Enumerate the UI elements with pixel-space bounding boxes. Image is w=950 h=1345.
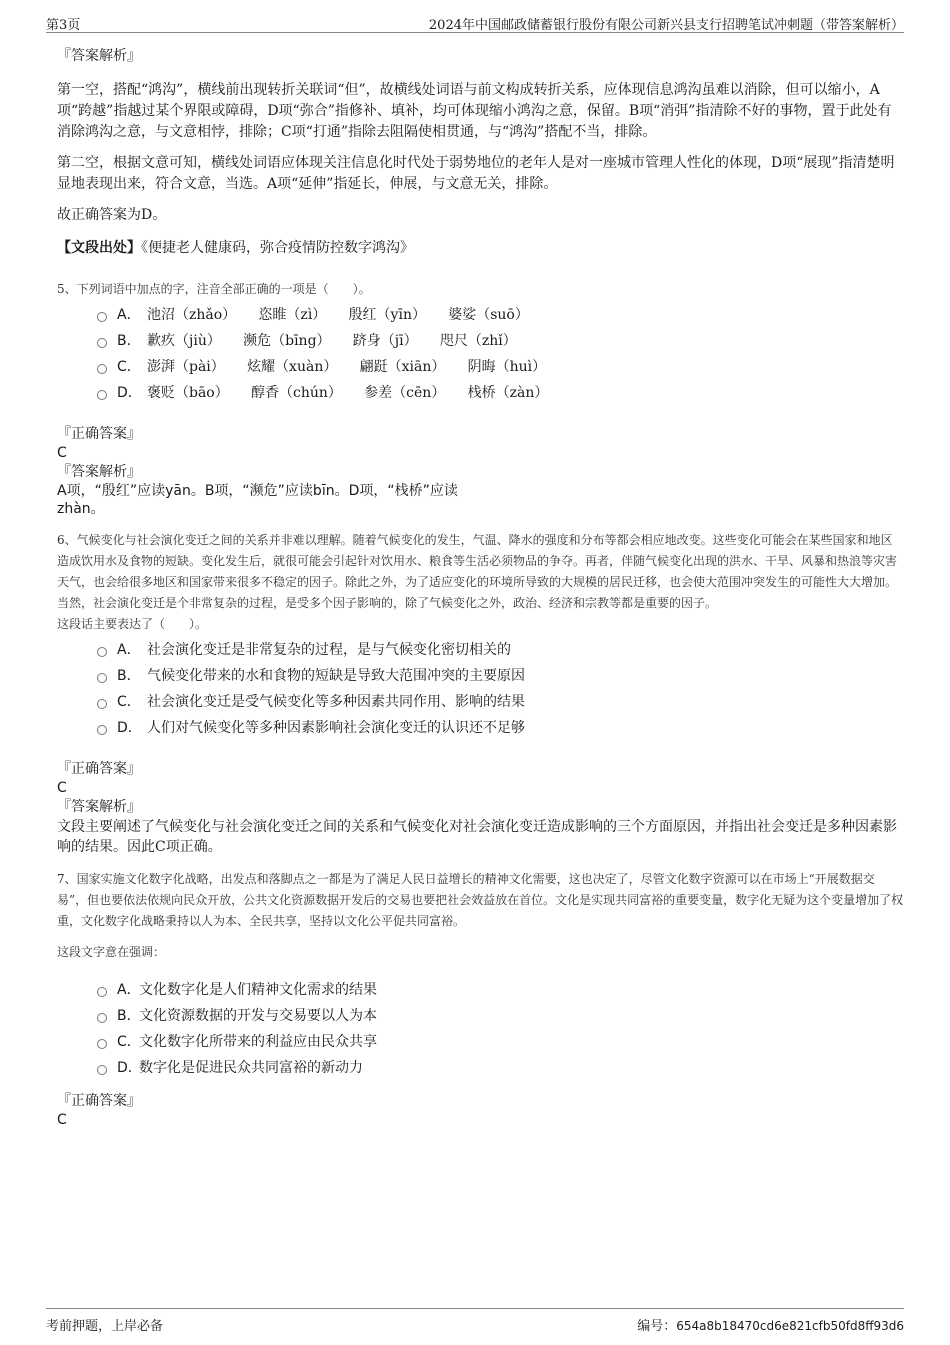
q6-correct-label: 『正确答案』 — [57, 761, 141, 777]
q6-analysis-label: 『答案解析』 — [57, 799, 141, 815]
document-code — [637, 1315, 904, 1334]
radio-icon[interactable] — [97, 364, 107, 374]
q7-option-b[interactable]: B．文化资源数据的开发与交易要以人为本 — [97, 1003, 904, 1029]
q5-options — [57, 302, 904, 406]
q6-option-c[interactable]: C． 社会演化变迁是受气候变化等多种因素共同作用、影响的结果 — [97, 689, 904, 715]
footer-slogan: 考前押题，上岸必备 — [46, 1319, 164, 1334]
q6-option-b[interactable]: B． 气候变化带来的水和食物的短缺是导致大范围冲突的主要原因 — [97, 663, 904, 689]
q7-options — [57, 977, 904, 1081]
radio-icon[interactable] — [97, 647, 107, 657]
q7-prompt: 这段文字意在强调： — [57, 945, 166, 959]
radio-icon[interactable] — [97, 1013, 107, 1023]
q5-analysis-line1: A项，“殷红”应读yān。B项，“濒危”应读bīn。D项，“栈桥”应读 — [57, 483, 458, 499]
q4-analysis-para1: 第一空，搭配“鸿沟”，横线前出现转折关联词“但”，故横线处词语与前文构成转折关系，应体现信息鸿沟虽难以消除，但可以缩小，A项“跨越”指越过某个界限或障碍，D项“弥合”指修补、填补，均可体现缩小鸿沟之意，保留。B项“消弭”指清除不好的事物，置于此处有消除鸿沟之意，与文意相悖，排除；C项“打通”指除去阻隔使相贯通，与“鸿沟”搭配不当，排除。 — [57, 82, 892, 140]
q6-analysis: 文段主要阐述了气候变化与社会演化变迁之间的关系和气候变化对社会演化变迁造成影响的三个方面原因，并指出社会变迁是多种因素影响的结果。因此C项正确。 — [57, 819, 897, 855]
radio-icon[interactable] — [97, 673, 107, 683]
q4-source-label: 【文段出处】 — [57, 240, 141, 256]
q7-option-a[interactable]: A．文化数字化是人们精神文化需求的结果 — [97, 977, 904, 1003]
radio-icon[interactable] — [97, 312, 107, 322]
page-footer — [46, 1308, 904, 1333]
q5-option-a[interactable]: A． 池沼（zhǎo） 恣睢（zì） 殷红（yīn） 婆娑（suō） — [97, 302, 904, 328]
q6-answer: C — [57, 780, 67, 796]
q7-question: 7、国家实施文化数字化战略，出发点和落脚点之一都是为了满足人民日益增长的精神文化需要，这也决定了，尽管文化数字资源可以在市场上“开展数据交易”，但也要依法依规向民众开放，公共文化资源数据开发后的交易也要把社会效益放在首位。文化是实现共同富裕的重要变量，数字化无疑为这个变量增加了权重，文化数字化战略秉持以人为本、全民共享，坚持以文化公平促共同富裕。 — [57, 872, 904, 928]
q5-option-d[interactable]: D． 褒贬（bāo） 醇香（chún） 参差（cēn） 栈桥（zàn） — [97, 380, 904, 406]
page-content — [57, 44, 904, 1129]
radio-icon[interactable] — [97, 1065, 107, 1075]
q4-source — [57, 238, 904, 259]
q6-prompt: 这段话主要表达了（ ）。 — [57, 617, 208, 631]
q4-source-text: 《便捷老人健康码，弥合疫情防控数字鸿沟》 — [141, 240, 414, 256]
radio-icon[interactable] — [97, 725, 107, 735]
radio-icon[interactable] — [97, 1039, 107, 1049]
page-number: 第3页 — [46, 18, 81, 33]
radio-icon[interactable] — [97, 987, 107, 997]
q7-option-d[interactable]: D．数字化是促进民众共同富裕的新动力 — [97, 1055, 904, 1081]
q5-question: 5、下列词语中加点的字，注音全部正确的一项是（ ）。 — [57, 282, 371, 296]
q6-options — [57, 637, 904, 741]
q7-correct-label: 『正确答案』 — [57, 1093, 141, 1109]
code-label: 编号： — [637, 1319, 677, 1334]
page-header — [46, 12, 904, 33]
q5-option-b[interactable]: B． 歉疚（jiù） 濒危（bīng） 跻身（jī） 咫尺（zhǐ） — [97, 328, 904, 354]
radio-icon[interactable] — [97, 390, 107, 400]
q5-analysis-label: 『答案解析』 — [57, 464, 141, 480]
radio-icon[interactable] — [97, 699, 107, 709]
q6-option-a[interactable]: A． 社会演化变迁是非常复杂的过程，是与气候变化密切相关的 — [97, 637, 904, 663]
q7-option-c[interactable]: C．文化数字化所带来的利益应由民众共享 — [97, 1029, 904, 1055]
q5-correct-label: 『正确答案』 — [57, 426, 141, 442]
q4-analysis-conclusion: 故正确答案为D。 — [57, 207, 167, 223]
q5-option-c[interactable]: C． 澎湃（pài） 炫耀（xuàn） 翩跹（xiān） 阴晦（huì） — [97, 354, 904, 380]
q6-question: 6、气候变化与社会演化变迁之间的关系并非难以理解。随着气候变化的发生，气温、降水的强度和分布等都会相应地改变。这些变化可能会在某些国家和地区造成饮用水及食物的短缺。变化发生后，就很可能会引起针对饮用水、粮食等生活必须物品的争夺。再者，伴随气候变化出现的洪水、干旱、风暴和热浪等灾害天气，也会给很多地区和国家带来很多不稳定的因子。除此之外，为了适应变化的环境所导致的大规模的居民迁移，也会使大范围冲突发生的可能性大大增加。当然，社会演化变迁是个非常复杂的过程，是受多个因子影响的，除了气候变化之外，政治、经济和宗教等都是重要的因子。 — [57, 533, 898, 610]
q5-answer: C — [57, 445, 67, 461]
radio-icon[interactable] — [97, 338, 107, 348]
q7-answer: C — [57, 1112, 67, 1128]
document-title: 2024年中国邮政储蓄银行股份有限公司新兴县支行招聘笔试冲刺题（带答案解析） — [428, 18, 904, 33]
q4-analysis-para2: 第二空，根据文意可知，横线处词语应体现关注信息化时代处于弱势地位的老年人是对一座城市管理人性化的体现，D项“展现”指清楚明显地表现出来，符合文意，当选。A项“延伸”指延长，伸展，与文意无关，排除。 — [57, 155, 895, 192]
q6-option-d[interactable]: D． 人们对气候变化等多种因素影响社会演化变迁的认识还不足够 — [97, 715, 904, 741]
q5-analysis-line2: zhàn。 — [57, 501, 105, 517]
code-value: 654a8b18470cd6e821cfb50fd8ff93d6 — [676, 1319, 904, 1333]
q4-analysis-label: 『答案解析』 — [57, 48, 141, 64]
